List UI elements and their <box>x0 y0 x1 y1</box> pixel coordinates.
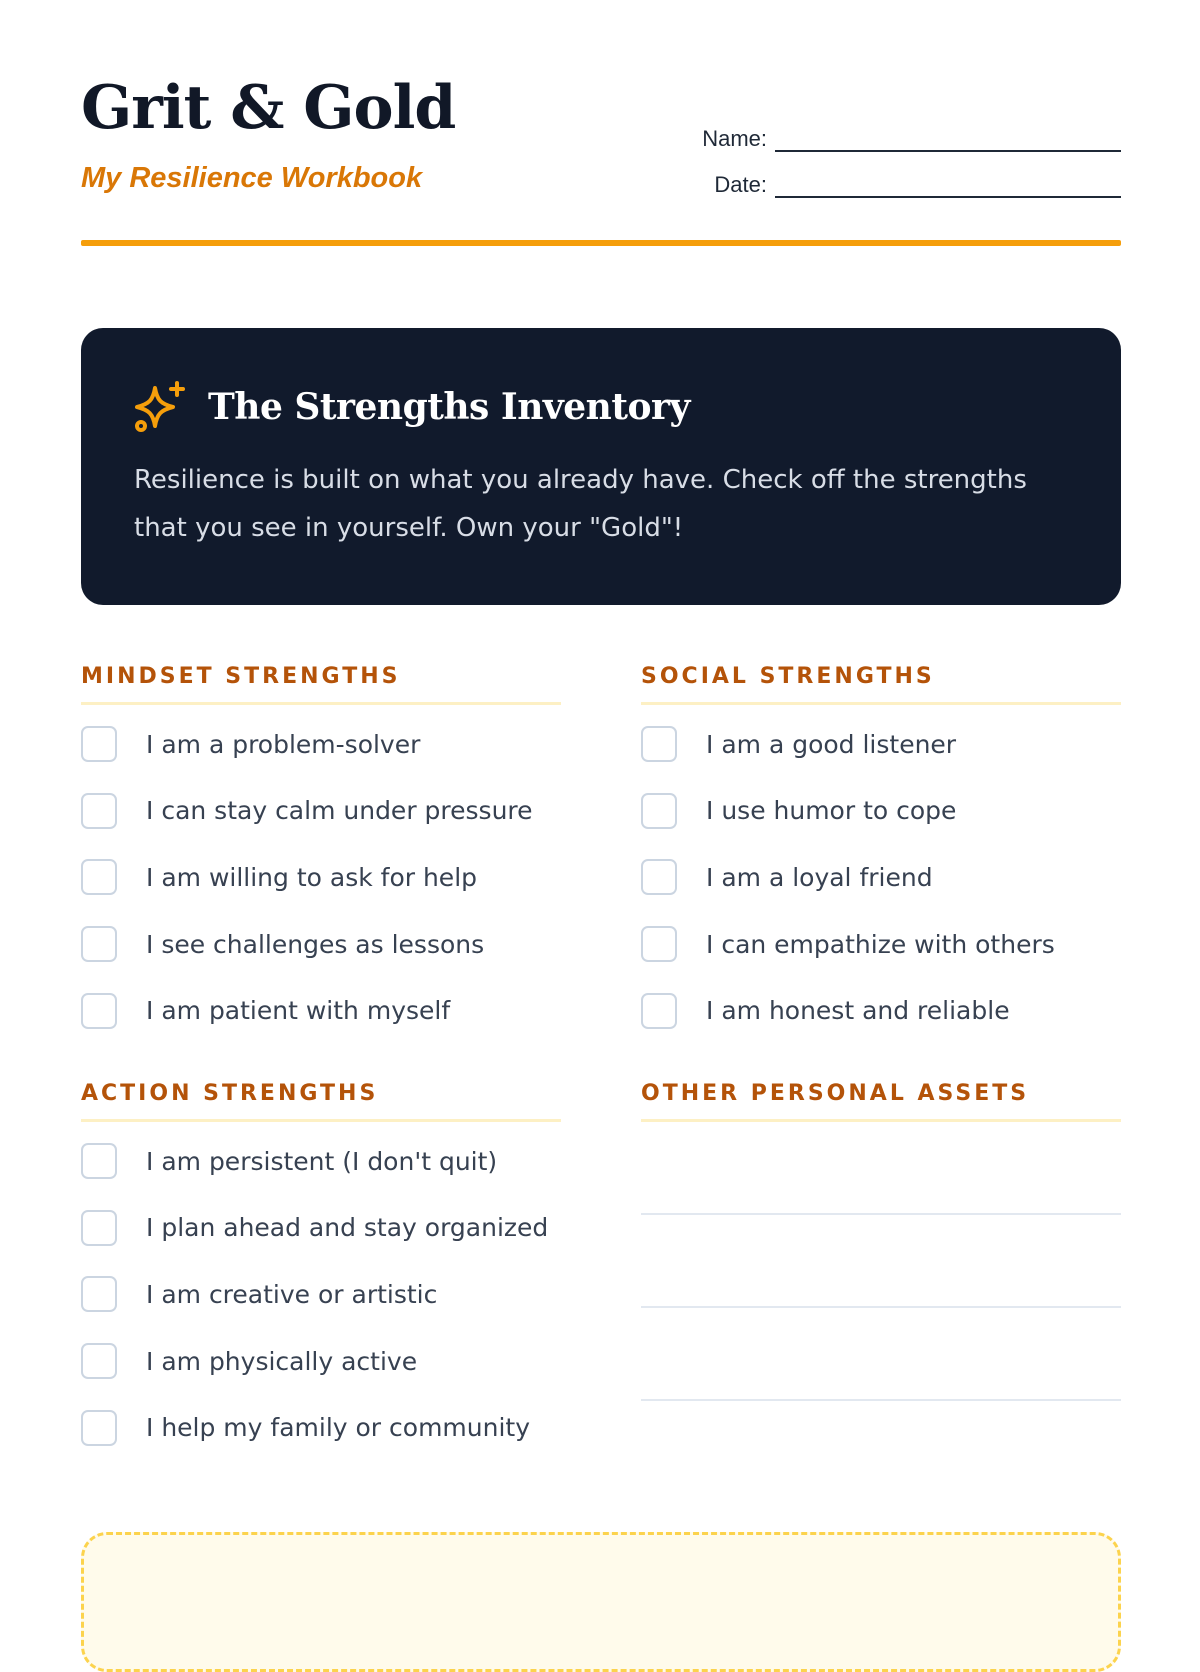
checklist-item[interactable] <box>81 778 561 845</box>
other-assets-heading: OTHER PERSONAL ASSETS <box>641 1077 1121 1122</box>
action-section <box>81 1077 561 1461</box>
checkbox[interactable] <box>641 793 677 829</box>
item-label: I am physically active <box>146 1346 418 1376</box>
checkbox[interactable] <box>81 726 117 762</box>
mindset-section <box>81 660 561 1044</box>
item-label: I am persistent (I don't quit) <box>146 1146 498 1176</box>
checklist-item[interactable] <box>81 711 561 778</box>
checklist-item[interactable] <box>641 778 1121 845</box>
checklist-item[interactable] <box>81 1394 561 1461</box>
checkbox[interactable] <box>81 1276 117 1312</box>
checklist-item[interactable] <box>81 977 561 1044</box>
item-label: I plan ahead and stay organized <box>146 1213 549 1243</box>
mindset-heading: MINDSET STRENGTHS <box>81 660 561 705</box>
checkbox[interactable] <box>641 926 677 962</box>
checklist-item[interactable] <box>81 1261 561 1328</box>
name-label: Name: <box>702 126 767 151</box>
checklist-item[interactable] <box>641 977 1121 1044</box>
checkbox[interactable] <box>81 793 117 829</box>
header-divider <box>81 240 1121 246</box>
item-label: I am creative or artistic <box>146 1279 438 1309</box>
social-heading: SOCIAL STRENGTHS <box>641 660 1121 705</box>
item-label: I can stay calm under pressure <box>146 796 533 826</box>
checkbox[interactable] <box>81 1410 117 1446</box>
header <box>81 70 1121 250</box>
checklist-item[interactable] <box>641 711 1121 778</box>
sparkles-icon <box>133 380 187 434</box>
checklist-item[interactable] <box>81 911 561 978</box>
item-label: I am a good listener <box>706 729 957 759</box>
intro-text: Resilience is built on what you already have. Check off the strengths that you see in yourself. Own your "Gold"! <box>134 465 1027 543</box>
write-line[interactable] <box>641 1215 1121 1308</box>
checkbox[interactable] <box>641 859 677 895</box>
item-label: I help my family or community <box>146 1413 531 1443</box>
item-label: I am honest and reliable <box>706 996 1010 1026</box>
workbook-title: Grit & Gold <box>81 73 456 143</box>
name-row <box>702 122 1121 152</box>
other-assets-section <box>641 1077 1121 1401</box>
item-label: I use humor to cope <box>706 796 957 826</box>
item-label: I see challenges as lessons <box>146 929 485 959</box>
checklist-item[interactable] <box>81 1328 561 1395</box>
intro-title: The Strengths Inventory <box>208 386 690 428</box>
workbook-subtitle: My Resilience Workbook <box>81 162 423 194</box>
checkbox[interactable] <box>81 926 117 962</box>
checklist-item[interactable] <box>641 844 1121 911</box>
checkbox[interactable] <box>81 1210 117 1246</box>
date-field[interactable] <box>775 174 1121 198</box>
checkbox[interactable] <box>641 993 677 1029</box>
write-line[interactable] <box>641 1122 1121 1215</box>
write-line[interactable] <box>641 1308 1121 1401</box>
action-heading: ACTION STRENGTHS <box>81 1077 561 1122</box>
checkbox[interactable] <box>81 1143 117 1179</box>
checklist-item[interactable] <box>81 844 561 911</box>
date-row <box>714 168 1121 198</box>
checkbox[interactable] <box>641 726 677 762</box>
item-label: I can empathize with others <box>706 929 1055 959</box>
checkbox[interactable] <box>81 859 117 895</box>
item-label: I am willing to ask for help <box>146 862 478 892</box>
name-field[interactable] <box>775 128 1121 152</box>
item-label: I am a loyal friend <box>706 862 933 892</box>
checklist-item[interactable] <box>81 1128 561 1195</box>
date-label: Date: <box>714 172 767 197</box>
checkbox[interactable] <box>81 993 117 1029</box>
item-label: I am patient with myself <box>146 996 451 1026</box>
item-label: I am a problem-solver <box>146 729 421 759</box>
reflection-box <box>81 1532 1121 1672</box>
checkbox[interactable] <box>81 1343 117 1379</box>
checklist-item[interactable] <box>81 1195 561 1262</box>
intro-card <box>81 328 1121 605</box>
social-section <box>641 660 1121 1044</box>
checklist-item[interactable] <box>641 911 1121 978</box>
